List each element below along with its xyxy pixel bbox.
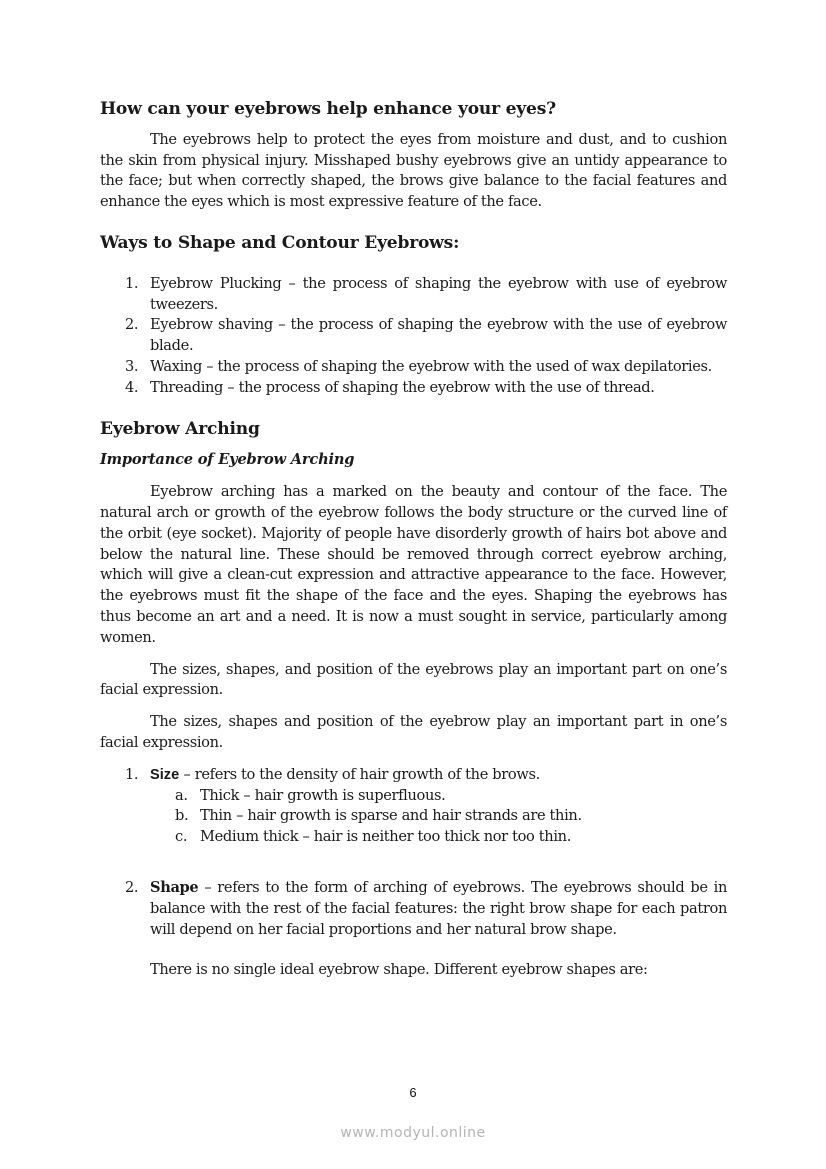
sub-list-item: a. Thick – hair growth is superfluous. <box>175 786 446 804</box>
term-shape: Shape <box>150 878 199 896</box>
list-item: 1. Eyebrow Plucking – the process of shaping the eyebrow with use of eyebrow tweezers. <box>125 274 727 313</box>
brow-attributes-list <box>100 765 727 941</box>
subheading-importance-arching: Importance of Eyebrow Arching <box>100 451 355 469</box>
page-number: 6 <box>409 1085 417 1100</box>
list-item: 2. Eyebrow shaving – the process of shaping the eyebrow with the use of eyebrow blade. <box>125 316 727 355</box>
paragraph-sizes-shapes-2: The sizes, shapes and position of the eyebrow play an important part in one’s facial expression. <box>100 713 727 751</box>
list-item-size: 1. Size – refers to the density of hair growth of the brows. <box>125 765 540 783</box>
list-item: 4. Threading – the process of shaping the eyebrow with the use of thread. <box>125 378 655 396</box>
paragraph-arching-importance: Eyebrow arching has a marked on the beauty and contour of the face. The natural arch or growth of the eyebrow follows the body structure or the curved line of the orbit (eye socket). Majority of people have disorderly growth of hairs bot above and below the natural line. These should be removed through correct eyebrow arching, which will give a clean-cut expression and attractive appearance to the face. However, the eyebrows must fit the shape of the face and the eyes. Shaping the eyebrows has thus become an art and a need. It is now a must sought in service, particularly among women. <box>100 483 727 646</box>
sub-list-item: c. Medium thick – hair is neither too thick nor too thin. <box>175 828 571 846</box>
watermark: www.modyul.online <box>340 1125 486 1141</box>
section-heading-ways-to-shape: Ways to Shape and Contour Eyebrows: <box>100 232 460 253</box>
paragraph-eyebrow-protection: The eyebrows help to protect the eyes from moisture and dust, and to cushion the skin from physical injury. Misshaped bushy eyebrows give an untidy appearance to the face; but when correctly shaped, the brows give balance to the facial features and enhance the eyes which is most expressive feature of the face. <box>100 130 727 211</box>
list-item: 3. Waxing – the process of shaping the eyebrow with the used of wax depilatories. <box>125 357 712 375</box>
paragraph-sizes-shapes-1: The sizes, shapes, and position of the eyebrows play an important part on one’s facial expression. <box>100 660 727 699</box>
paragraph-no-ideal-shape: There is no single ideal eyebrow shape. Different eyebrow shapes are: <box>150 961 648 979</box>
section-heading-eyebrow-arching: Eyebrow Arching <box>100 418 260 439</box>
list-item-shape: 2. Shape – refers to the form of arching of eyebrows. The eyebrows should be in balance with the rest of the facial features: the right brow shape for each patron will depend on her facial proportions and her natural brow shape. <box>125 878 727 938</box>
shaping-methods-list <box>100 274 727 399</box>
section-heading-enhance-eyes: How can your eyebrows help enhance your eyes? <box>100 99 556 119</box>
term-size: Size <box>150 766 180 783</box>
document-page <box>100 99 727 981</box>
sub-list-item: b. Thin – hair growth is sparse and hair strands are thin. <box>175 807 582 825</box>
